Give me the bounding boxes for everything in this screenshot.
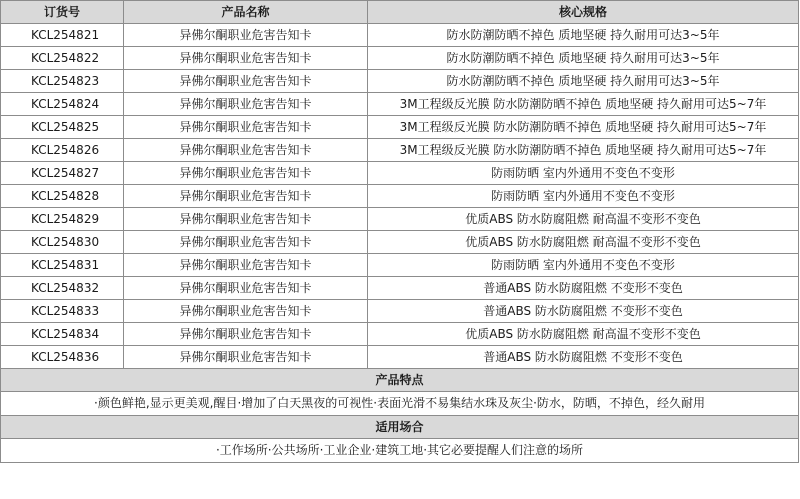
order-no-cell: KCL254828	[1, 185, 124, 208]
order-no-cell: KCL254834	[1, 323, 124, 346]
features-text: ·颜色鲜艳,显示更美观,醒目·增加了白天黑夜的可视性·表面光滑不易集结水珠及灰尘·防水，防晒，不掉色，经久耐用	[1, 392, 799, 416]
core-spec-cell: 3M工程级反光膜 防水防潮防晒不掉色 质地坚硬 持久耐用可达5~7年	[368, 93, 799, 116]
product-name-cell: 异佛尔酮职业危害告知卡	[124, 116, 368, 139]
table-row	[1, 70, 799, 93]
core-spec-cell: 防水防潮防晒不掉色 质地坚硬 持久耐用可达3~5年	[368, 24, 799, 47]
table-row	[1, 116, 799, 139]
table-header-row	[1, 1, 799, 24]
applications-title: 适用场合	[1, 416, 799, 439]
table-row	[1, 139, 799, 162]
order-no-cell: KCL254824	[1, 93, 124, 116]
table-row	[1, 162, 799, 185]
table-row	[1, 277, 799, 300]
core-spec-cell: 3M工程级反光膜 防水防潮防晒不掉色 质地坚硬 持久耐用可达5~7年	[368, 139, 799, 162]
features-header-row	[1, 369, 799, 392]
product-name-cell: 异佛尔酮职业危害告知卡	[124, 70, 368, 93]
table-row	[1, 24, 799, 47]
product-name-cell: 异佛尔酮职业危害告知卡	[124, 277, 368, 300]
table-row	[1, 93, 799, 116]
product-name-cell: 异佛尔酮职业危害告知卡	[124, 185, 368, 208]
product-name-cell: 异佛尔酮职业危害告知卡	[124, 93, 368, 116]
product-name-cell: 异佛尔酮职业危害告知卡	[124, 300, 368, 323]
features-row	[1, 392, 799, 416]
core-spec-cell: 防雨防晒 室内外通用不变色不变形	[368, 254, 799, 277]
core-spec-cell: 3M工程级反光膜 防水防潮防晒不掉色 质地坚硬 持久耐用可达5~7年	[368, 116, 799, 139]
table-row	[1, 47, 799, 70]
product-name-cell: 异佛尔酮职业危害告知卡	[124, 47, 368, 70]
header-order-no: 订货号	[1, 1, 124, 24]
table-row	[1, 346, 799, 369]
table-row	[1, 208, 799, 231]
order-no-cell: KCL254822	[1, 47, 124, 70]
table-row	[1, 231, 799, 254]
product-name-cell: 异佛尔酮职业危害告知卡	[124, 346, 368, 369]
core-spec-cell: 防水防潮防晒不掉色 质地坚硬 持久耐用可达3~5年	[368, 70, 799, 93]
order-no-cell: KCL254826	[1, 139, 124, 162]
product-name-cell: 异佛尔酮职业危害告知卡	[124, 323, 368, 346]
order-no-cell: KCL254833	[1, 300, 124, 323]
order-no-cell: KCL254836	[1, 346, 124, 369]
product-name-cell: 异佛尔酮职业危害告知卡	[124, 139, 368, 162]
applications-row	[1, 439, 799, 463]
order-no-cell: KCL254821	[1, 24, 124, 47]
features-title: 产品特点	[1, 369, 799, 392]
core-spec-cell: 普通ABS 防水防腐阻燃 不变形不变色	[368, 277, 799, 300]
product-name-cell: 异佛尔酮职业危害告知卡	[124, 208, 368, 231]
header-core-spec: 核心规格	[368, 1, 799, 24]
core-spec-cell: 防雨防晒 室内外通用不变色不变形	[368, 162, 799, 185]
order-no-cell: KCL254831	[1, 254, 124, 277]
product-name-cell: 异佛尔酮职业危害告知卡	[124, 162, 368, 185]
table-row	[1, 254, 799, 277]
order-no-cell: KCL254827	[1, 162, 124, 185]
order-no-cell: KCL254823	[1, 70, 124, 93]
table-row	[1, 300, 799, 323]
core-spec-cell: 普通ABS 防水防腐阻燃 不变形不变色	[368, 346, 799, 369]
header-product-name: 产品名称	[124, 1, 368, 24]
core-spec-cell: 优质ABS 防水防腐阻燃 耐高温不变形不变色	[368, 323, 799, 346]
core-spec-cell: 普通ABS 防水防腐阻燃 不变形不变色	[368, 300, 799, 323]
core-spec-cell: 优质ABS 防水防腐阻燃 耐高温不变形不变色	[368, 231, 799, 254]
order-no-cell: KCL254829	[1, 208, 124, 231]
order-no-cell: KCL254830	[1, 231, 124, 254]
applications-text: ·工作场所·公共场所·工业企业·建筑工地·其它必要提醒人们注意的场所	[1, 439, 799, 463]
product-name-cell: 异佛尔酮职业危害告知卡	[124, 254, 368, 277]
core-spec-cell: 优质ABS 防水防腐阻燃 耐高温不变形不变色	[368, 208, 799, 231]
order-no-cell: KCL254832	[1, 277, 124, 300]
table-body	[1, 24, 799, 369]
order-no-cell: KCL254825	[1, 116, 124, 139]
product-name-cell: 异佛尔酮职业危害告知卡	[124, 24, 368, 47]
product-name-cell: 异佛尔酮职业危害告知卡	[124, 231, 368, 254]
core-spec-cell: 防水防潮防晒不掉色 质地坚硬 持久耐用可达3~5年	[368, 47, 799, 70]
table-row	[1, 323, 799, 346]
core-spec-cell: 防雨防晒 室内外通用不变色不变形	[368, 185, 799, 208]
applications-header-row	[1, 416, 799, 439]
table-row	[1, 185, 799, 208]
